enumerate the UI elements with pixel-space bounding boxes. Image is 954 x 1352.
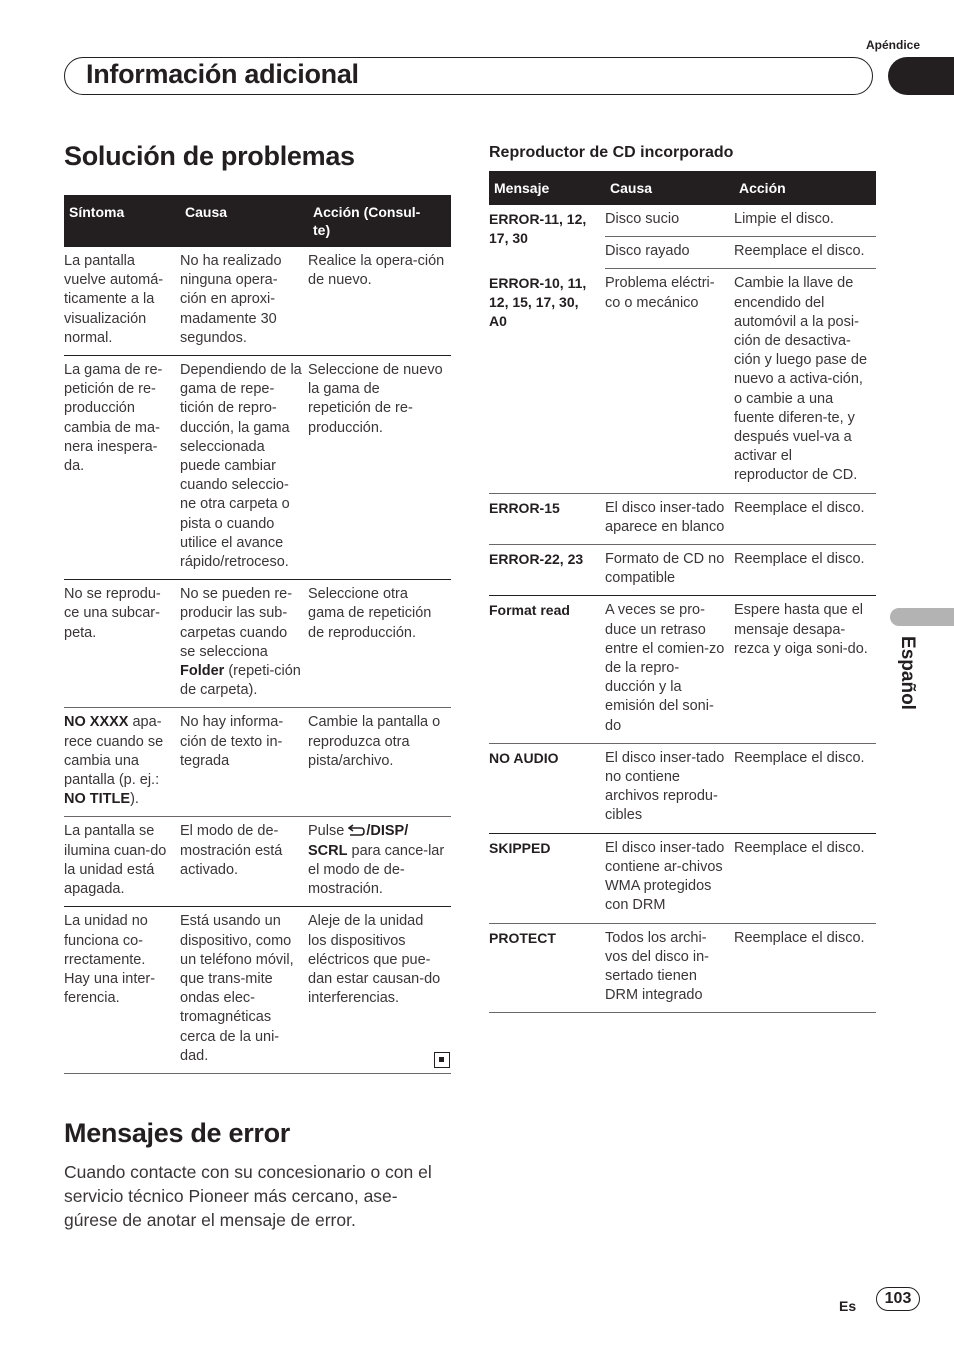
troubleshooting-table xyxy=(64,195,451,1074)
message-cell: PROTECT xyxy=(489,923,605,1013)
action-cell: Cambie la llave de encendido del automóvil a la posi-ción de desactiva-ción y luego pase de nuevo a activa-ción, o cambie a una fuente diferen-te, y después vuel-va a activar el reproductor de CD. xyxy=(734,269,876,493)
cause-cell: Disco sucio xyxy=(605,205,734,237)
cause-cell: El disco inser-tado contiene ar-chivos WMA protegidos con DRM xyxy=(605,833,734,923)
cause-cell: No hay informa-ción de texto in-tegrada xyxy=(180,708,308,817)
language-code: Es xyxy=(839,1298,857,1314)
cause-cell: Formato de CD no compatible xyxy=(605,545,734,596)
column-header-action: Acción xyxy=(734,171,876,205)
message-cell: ERROR-10, 11, 12, 15, 17, 30, A0 xyxy=(489,269,605,493)
message-cell: ERROR-11, 12, 17, 30 xyxy=(489,211,587,247)
cause-text: No se pueden re-producir las sub-carpetas cuando se selecciona xyxy=(180,586,293,660)
cd-error-table xyxy=(489,171,876,1013)
cause-cell: A veces se pro-duce un retraso entre el comien-zo de la repro-ducción y la emisión del soni-do xyxy=(605,596,734,743)
action-text-tail: para cance-lar el modo de de-mostración. xyxy=(308,842,445,898)
action-cell: Reemplace el disco. xyxy=(734,743,876,833)
table-row xyxy=(64,907,451,1074)
table-row xyxy=(489,743,876,833)
no-title-label: NO TITLE xyxy=(64,791,131,808)
action-cell: Cambie la pantalla o reproduzca otra pista/archivo. xyxy=(308,708,451,817)
symptom-cell: La pantalla vuelve automá-ticamente a la visualización normal. xyxy=(64,247,180,356)
symptom-cell xyxy=(64,708,180,817)
cd-player-heading: Reproductor de CD incorporado xyxy=(489,144,734,161)
table-row xyxy=(64,708,451,817)
action-cell: Espere hasta que el mensaje desapa-rezca y oiga soni-do. xyxy=(734,596,876,743)
cause-cell: Dependiendo de la gama de repe-tición de repro-ducción, la gama seleccionada puede cambiar cuando seleccio-ne otra carpeta o pista o cuando utilice el avance rápido/retroceso. xyxy=(180,356,308,580)
table-row xyxy=(64,247,451,356)
cause-cell: Todos los archi-vos del disco in-sertado tienen DRM integrado xyxy=(605,923,734,1013)
no-xxxx-label: NO XXXX xyxy=(64,714,129,731)
scrl-label: SCRL xyxy=(308,842,348,859)
column-header-symptom: Síntoma xyxy=(64,195,180,247)
table-row xyxy=(489,923,876,1013)
action-cell: Realice la opera-ción de nuevo. xyxy=(308,247,451,356)
action-cell: Reemplace el disco. xyxy=(734,545,876,596)
table-row xyxy=(64,817,451,907)
table-row xyxy=(489,205,876,237)
action-cell: Reemplace el disco. xyxy=(734,833,876,923)
table-row xyxy=(489,493,876,544)
cause-cell: El disco inser-tado no contiene archivos reprodu-cibles xyxy=(605,743,734,833)
column-header-action: Acción (Consul- te) xyxy=(308,195,451,247)
cause-cell: El disco inser-tado aparece en blanco xyxy=(605,493,734,544)
message-cell: NO AUDIO xyxy=(489,743,605,833)
table-row xyxy=(489,269,876,493)
cause-cell: Disco rayado xyxy=(605,237,734,269)
cause-cell: No ha realizado ninguna opera-ción en aproxi-madamente 30 segundos. xyxy=(180,247,308,356)
slash: / xyxy=(404,823,409,840)
cause-cell xyxy=(180,580,308,708)
table-row xyxy=(489,545,876,596)
action-text: Pulse xyxy=(308,823,349,840)
column-header-message: Mensaje xyxy=(489,171,605,205)
message-cell: ERROR-22, 23 xyxy=(489,545,605,596)
action-cell: Seleccione otra gama de repetición de reproducción. xyxy=(308,580,451,708)
symptom-cell: No se reprodu-ce una subcar-peta. xyxy=(64,580,180,708)
error-messages-title: Mensajes de error xyxy=(64,1118,291,1148)
symptom-cell: La gama de re-petición de re-producción cambia de ma-nera inespera-da. xyxy=(64,356,180,580)
return-arrow-icon xyxy=(348,824,366,836)
table-row xyxy=(64,356,451,580)
end-of-section-icon xyxy=(434,1052,450,1068)
cause-cell: Problema eléctri-co o mecánico xyxy=(605,269,734,493)
symptom-cell: La unidad no funciona co-rrectamente. Hay una inter-ferencia. xyxy=(64,907,180,1074)
disp-label: /DISP xyxy=(366,823,405,840)
action-cell: Aleje de la unidad los dispositivos eléctricos que pue-dan estar causan-do interferencias. xyxy=(308,907,451,1074)
action-cell: Limpie el disco. xyxy=(734,205,876,237)
header-title: Información adicional xyxy=(86,59,359,89)
language-label: Español xyxy=(897,636,918,710)
action-cell: Reemplace el disco. xyxy=(734,493,876,544)
action-cell xyxy=(308,817,451,907)
page-number: 103 xyxy=(876,1287,920,1311)
cause-cell: Está usando un dispositivo, como un teléfono móvil, que trans-mite ondas elec-tromagnéticas cerca de la uni-dad. xyxy=(180,907,308,1074)
symptom-cell: La pantalla se ilumina cuan-do la unidad está apagada. xyxy=(64,817,180,907)
action-cell: Reemplace el disco. xyxy=(734,237,876,269)
symptom-text: apa-rece cuando se cambia una pantalla (p. ej.: xyxy=(64,714,164,789)
action-cell: Reemplace el disco. xyxy=(734,923,876,1013)
message-cell: ERROR-15 xyxy=(489,493,605,544)
symptom-text-tail: ). xyxy=(130,791,139,808)
action-cell: Seleccione de nuevo la gama de repetición de re-producción. xyxy=(308,356,451,580)
folder-label: Folder xyxy=(180,663,225,680)
troubleshooting-title: Solución de problemas xyxy=(64,141,355,171)
column-header-cause: Causa xyxy=(180,195,308,247)
table-header-row xyxy=(489,171,876,205)
column-header-cause: Causa xyxy=(605,171,734,205)
header-tab-marker xyxy=(888,57,954,95)
table-row xyxy=(489,596,876,743)
section-label: Apéndice xyxy=(866,38,921,52)
error-messages-intro: Cuando contacte con su concesionario o con el servicio técnico Pioneer más cercano, ase-gúrese de anotar el mensaje de error. xyxy=(64,1162,432,1230)
cause-cell: El modo de de-mostración está activado. xyxy=(180,817,308,907)
cause-text-tail: (repeti-ción de carpeta). xyxy=(180,663,301,699)
table-row xyxy=(64,580,451,708)
message-cell: Format read xyxy=(489,596,605,743)
message-cell: SKIPPED xyxy=(489,833,605,923)
table-row xyxy=(489,833,876,923)
table-header-row xyxy=(64,195,451,247)
